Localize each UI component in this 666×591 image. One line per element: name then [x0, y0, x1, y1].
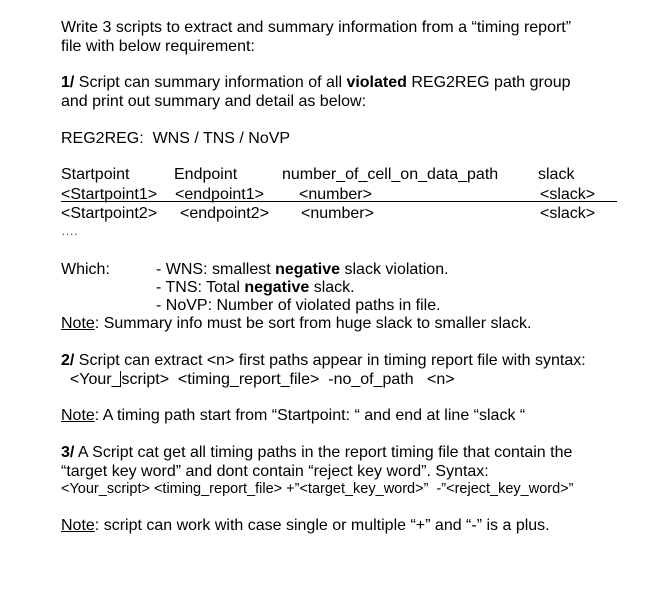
- row1-startpoint: <Startpoint1>: [61, 186, 158, 203]
- header-startpoint: Startpoint: [61, 166, 130, 183]
- req2-number: 2/: [61, 352, 75, 369]
- note2: [61, 406, 525, 425]
- req3-number: 3/: [61, 444, 75, 461]
- row1-cells: <number>: [299, 186, 372, 203]
- which-label: Which:: [61, 261, 110, 278]
- row2-endpoint: <endpoint2>: [180, 205, 269, 222]
- req1-text-pre: Script can summary information of all: [74, 74, 347, 91]
- note3: [61, 516, 550, 535]
- tns-post: slack.: [309, 279, 355, 296]
- row2-cells: <number>: [301, 205, 374, 222]
- note3-text: : script can work with case single or multiple “+” and “-” is a plus.: [94, 517, 550, 534]
- which-wns: [156, 260, 449, 279]
- row2-slack: <slack>: [540, 205, 596, 222]
- summary-line: REG2REG: WNS / TNS / NoVP: [61, 130, 291, 147]
- table-ellipsis: ….: [61, 223, 78, 238]
- note1: [61, 314, 531, 333]
- intro-line-2: file with below requirement:: [61, 38, 255, 55]
- note3-label: Note: [61, 517, 95, 534]
- req3-syntax: <Your_script> <timing_report_file> +”<target_key_word>” -”<reject_key_word>”: [61, 481, 574, 497]
- which-novp: - NoVP: Number of violated paths in file.: [156, 297, 441, 314]
- req3-line-1: [61, 443, 572, 462]
- req3-text: A Script cat get all timing paths in the report timing file that contain the: [74, 444, 573, 461]
- intro-line-1: Write 3 scripts to extract and summary information from a “timing report”: [61, 19, 572, 36]
- tns-bold: negative: [244, 279, 310, 296]
- req2-syntax: [61, 370, 455, 389]
- req2-syntax-pre: <Your_: [61, 371, 121, 388]
- note2-label: Note: [61, 407, 95, 424]
- header-slack: slack: [538, 166, 575, 183]
- which-tns: [156, 278, 355, 297]
- wns-pre: - WNS: smallest: [156, 261, 276, 278]
- note1-label: Note: [61, 315, 95, 332]
- req3-line-2: “target key word” and dont contain “reject key word”. Syntax:: [61, 463, 489, 480]
- req1-text-post: REG2REG path group: [406, 74, 571, 91]
- header-endpoint: Endpoint: [174, 166, 238, 183]
- req1-number: 1/: [61, 74, 75, 91]
- tns-pre: - TNS: Total: [156, 279, 245, 296]
- req2-line-1: [61, 351, 586, 370]
- req2-text: Script can extract <n> first paths appear in timing report file with syntax:: [74, 352, 586, 369]
- req1-line-1: [61, 73, 571, 92]
- req1-line-2: and print out summary and detail as below:: [61, 93, 367, 110]
- wns-bold: negative: [275, 261, 341, 278]
- header-cells: number_of_cell_on_data_path: [282, 166, 499, 183]
- row2-startpoint: <Startpoint2>: [61, 205, 158, 222]
- note2-text: : A timing path start from “Startpoint: “ and end at line “slack “: [94, 407, 526, 424]
- note1-text: : Summary info must be sort from huge slack to smaller slack.: [94, 315, 532, 332]
- wns-post: slack violation.: [340, 261, 449, 278]
- row1-slack: <slack>: [540, 186, 596, 203]
- req2-syntax-post: script> <timing_report_file> -no_of_path <n>: [121, 371, 455, 388]
- req1-text-bold: violated: [346, 74, 407, 91]
- row1-endpoint: <endpoint1>: [175, 186, 264, 203]
